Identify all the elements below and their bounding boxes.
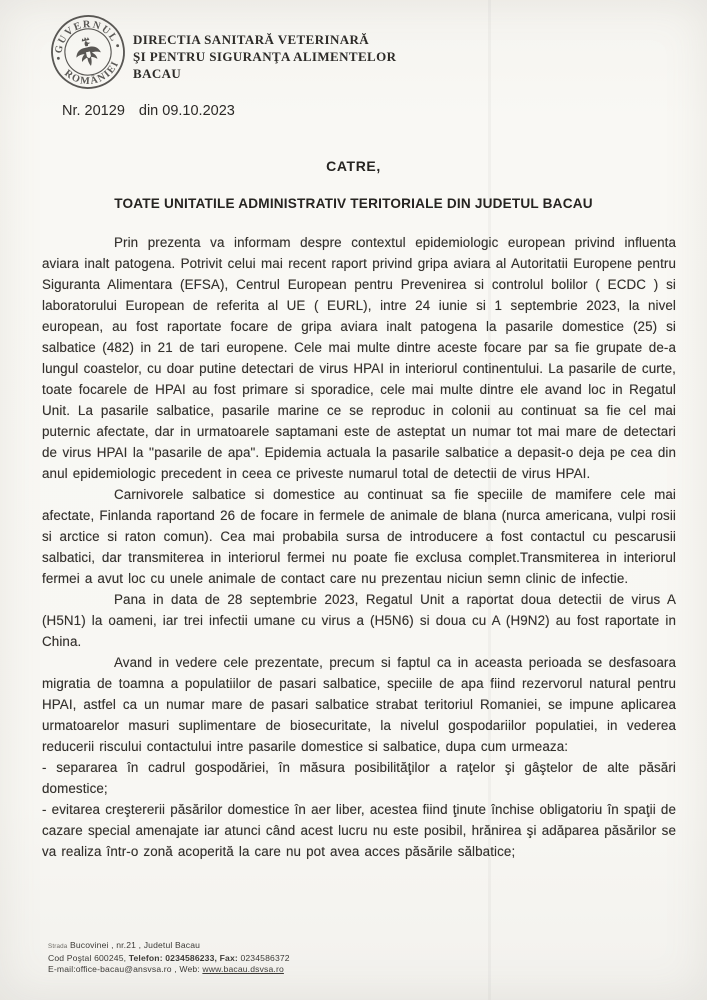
footer-street-label: Strada [48,943,68,950]
registration-number: Nr. 20129 [62,103,125,119]
footer-email-line [48,964,290,976]
org-line-1: DIRECTIA SANITARĂ VETERINARĂ [133,32,370,47]
footer-email: E-mail:office-bacau@ansvsa.ro , Web: [48,964,203,975]
eagle-emblem-icon [73,35,104,69]
seal-top-text: GUVERNUL [53,19,120,55]
footer-telephone: Telefon: 0234586233, [128,952,220,963]
registration-line [62,103,235,119]
guvernul-romaniei-seal-icon [43,7,133,97]
footer-phone-line [48,953,290,965]
footer-web-url: www.bacau.dsvsa.ro [202,964,284,975]
footer-address-line [48,940,290,953]
footer-fax-number: 0234586372 [240,952,290,963]
footer-fax-label: Fax: [219,952,241,963]
addressee-title: TOATE UNITATILE ADMINISTRATIV TERITORIALE DIN JUDETUL BACAU [114,196,593,211]
registration-date: din 09.10.2023 [138,103,235,119]
seal-bottom-text: ROMÂNIEI [62,58,122,88]
letter-body [42,232,676,862]
org-line-3: BACAU [133,66,182,81]
measure-bullet-1: - separarea în cadrul gospodăriei, în măsura posibilităţilor a raţelor şi gâştelor de alte păsări domestice; [42,760,676,796]
paragraph-carnivores: Carnivorele salbatice si domestice au continuat sa fie speciile de mamifere cele mai afectate, Finlanda raportand 26 de focare in fermele de animale de blana (nurca americana, vulpi rosii si arctice si raton comun). Cea mai probabila sursa de introducere a fost contactul cu pescarusii salbatici, dar transmiterea in interiorul fermei nu poate fie exclusa complet.Transmiterea in interiorul fermei a avut loc cu unele animale de contact care nu prezentau niciun semn clinic de infectie. [42,487,676,586]
salutation: CATRE, [326,158,381,174]
paragraph-measures-intro: Avand in vedere cele prezentate, precum si faptul ca in aceasta perioada se desfasoara migratia de toamna a populatiilor de pasari salbatice, speciile de apa fiind rezervorul natural pentru HPAI, astfel ca un numar mare de pasari salbatice strabat teritoriul Romaniei, se impune aplicarea urmatoarelor masuri suplimentare de biosecuritate, la nivelul gospodariilor populatiei, in vederea reducerii riscului contactului intre pasarile domestice si salbatice, dupa cum urmeaza: [42,655,676,754]
paragraph-epidemiologic-context: Prin prezenta va informam despre contextul epidemiologic european privind influenta aviara inalt patogena. Potrivit celui mai recent raport privind gripa aviara al Autoritatii Europene pentru Siguranta Alimentara (EFSA), Centrul European pentru Prevenirea si controlul bolilor ( ECDC ) si laboratorului European de referita al UE ( EURL), intre 24 iunie si 1 septembrie 2023, la nivel european, au fost raportate focare de gripa aviara inalt patogena la pasarile domestice (25) si salbatice (482) in 21 de tari europene. Cele mai multe dintre aceste focare par sa fie grupate de-a lungul coastelor, cu doar putine detectari de virus HPAI in interiorul continentului. La pasarile de curte, toate focarele de HPAI au fost primare si sporadice, cele mai multe dintre ele avand loc in Regatul Unit. La pasarile salbatice, pasarile marine ce se reproduc in colonii au continuat sa fie cel mai puternic afectate, dar in urmatoarele saptamani este de asteptat un numar tot mai mare de detectari de virus HPAI la ''pasarile de apa". Epidemia actuala la pasarile salbatice a depasit-o deja pe cea din anul epidemiologic precedent in ceea ce priveste numarul total de detectii de virus HPAI. [42,235,676,481]
footer-contact-block [48,940,290,976]
footer-postal-code: Cod Poştal 600245, [48,952,129,963]
measure-bullet-2: - evitarea creştererii păsărilor domestice în aer liber, acestea fiind ţinute închise obligatoriu în spaţii de cazare special amenajate iar atunci când acest lucru nu este posibil, hrănirea şi adăparea păsărilor se va realiza într-o zonă acoperită la care nu pot avea acces păsările sălbatice; [42,802,676,859]
paragraph-human-cases: Pana in data de 28 septembrie 2023, Regatul Unit a raportat doua detectii de virus A (H5N1) la oameni, iar trei infectii umane cu virus a (H5N6) si doua cu A (H9N2) au fost raportate in China. [42,592,676,649]
org-line-2: ŞI PENTRU SIGURANŢA ALIMENTELOR [133,49,397,64]
footer-street-value: Bucovinei , nr.21 , Judetul Bacau [67,940,201,950]
letterhead-org-block [133,31,396,82]
